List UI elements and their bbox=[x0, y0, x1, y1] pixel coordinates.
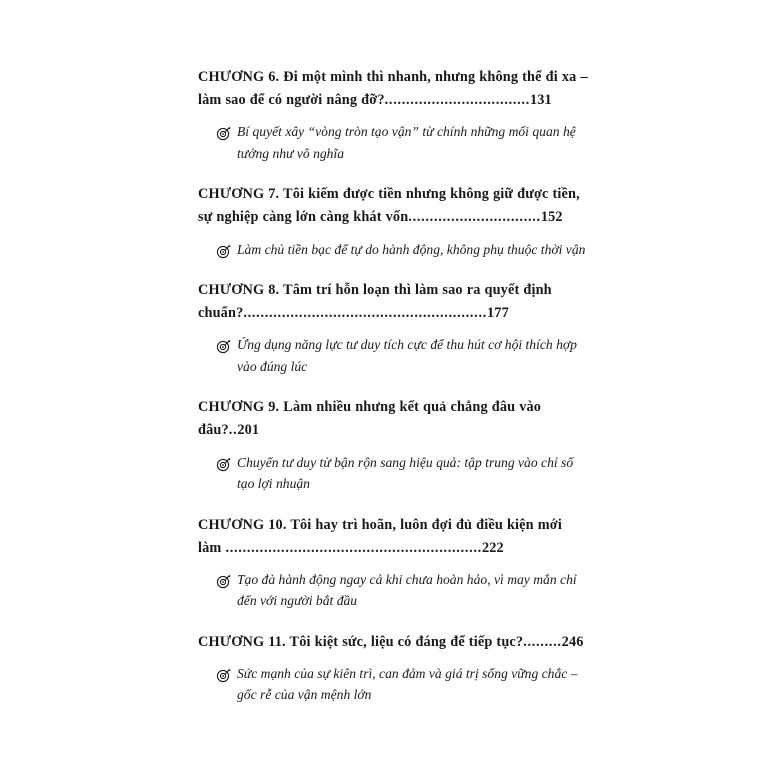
toc-entry bbox=[198, 396, 588, 494]
subtitle-text: Bí quyết xây “vòng tròn tạo vận” từ chính những mối quan hệ tưởng như vô nghĩa bbox=[237, 124, 576, 161]
chapter-heading bbox=[198, 631, 588, 654]
page-number: 131 bbox=[529, 92, 552, 109]
dot-leader: ............................................................ bbox=[225, 539, 482, 556]
subtitle-text: Sức mạnh của sự kiên trì, can đảm và giá trị sống vững chắc – gốc rễ của vận mệnh lớn bbox=[237, 665, 578, 703]
toc-subtitle-row bbox=[198, 334, 588, 377]
chapter-label: CHƯƠNG 11. bbox=[198, 633, 286, 650]
table-of-contents bbox=[198, 66, 592, 706]
toc-entry bbox=[198, 514, 588, 612]
page-number: 201 bbox=[237, 422, 260, 439]
chapter-heading bbox=[198, 514, 588, 560]
toc-subtitle-row bbox=[198, 452, 588, 495]
dot-leader: .................................. bbox=[384, 92, 530, 109]
subtitle-text: Tạo đà hành động ngay cả khi chưa hoàn hảo, vì may mắn chỉ đến với người bắt đầu bbox=[237, 571, 577, 609]
chapter-title: Đi một mình thì nhanh, nhưng không thể đi xa – làm sao để có người nâng đỡ? bbox=[198, 69, 592, 109]
chapter-label: CHƯƠNG 7. bbox=[198, 186, 280, 203]
dot-leader: ......... bbox=[523, 633, 562, 650]
page-number: 246 bbox=[561, 633, 584, 650]
toc-subtitle-row bbox=[198, 239, 588, 260]
toc-entry bbox=[198, 66, 592, 164]
target-bullet-icon bbox=[216, 574, 231, 589]
subtitle-text: Ứng dụng năng lực tư duy tích cực để thu hút cơ hội thích hợp vào đúng lúc bbox=[237, 337, 577, 374]
chapter-title: Làm nhiều nhưng kết quả chẳng đâu vào đâu? bbox=[198, 399, 546, 439]
chapter-heading bbox=[198, 183, 588, 229]
target-bullet-icon bbox=[216, 457, 231, 472]
chapter-label: CHƯƠNG 10. bbox=[198, 516, 287, 533]
toc-entry bbox=[198, 183, 588, 260]
subtitle-text: Làm chủ tiền bạc để tự do hành động, không phụ thuộc thời vận bbox=[237, 241, 586, 257]
toc-entry bbox=[198, 279, 588, 377]
chapter-label: CHƯƠNG 9. bbox=[198, 399, 280, 416]
chapter-heading bbox=[198, 279, 588, 325]
page-number: 222 bbox=[481, 539, 504, 556]
toc-subtitle-row bbox=[198, 569, 588, 612]
chapter-heading bbox=[198, 396, 588, 442]
dot-leader: .. bbox=[228, 422, 238, 439]
target-bullet-icon bbox=[216, 668, 231, 683]
chapter-label: CHƯƠNG 6. bbox=[198, 69, 280, 85]
chapter-title: Tâm trí hỗn loạn thì làm sao ra quyết định chuẩn? bbox=[198, 282, 556, 322]
page-number: 177 bbox=[487, 305, 509, 322]
chapter-title: Tôi kiệt sức, liệu có đáng để tiếp tục? bbox=[289, 633, 524, 650]
dot-leader: ............................... bbox=[408, 209, 541, 226]
chapter-label: CHƯƠNG 8. bbox=[198, 282, 280, 299]
target-bullet-icon bbox=[216, 339, 231, 354]
chapter-title: Tôi hay trì hoãn, luôn đợi đủ điều kiện mới làm bbox=[198, 516, 566, 556]
chapter-title: Tôi kiếm được tiền nhưng không giữ được tiền, sự nghiệp càng lớn càng khát vốn bbox=[198, 186, 584, 226]
subtitle-text: Chuyển tư duy từ bận rộn sang hiệu quả: tập trung vào chỉ số tạo lợi nhuận bbox=[237, 454, 574, 492]
target-bullet-icon bbox=[216, 126, 231, 141]
toc-subtitle-row bbox=[198, 663, 588, 706]
chapter-heading bbox=[198, 66, 592, 112]
toc-subtitle-row bbox=[198, 121, 588, 164]
target-bullet-icon bbox=[216, 244, 231, 259]
page-number: 152 bbox=[540, 209, 563, 226]
dot-leader: ......................................................... bbox=[243, 305, 487, 322]
toc-entry bbox=[198, 631, 588, 706]
